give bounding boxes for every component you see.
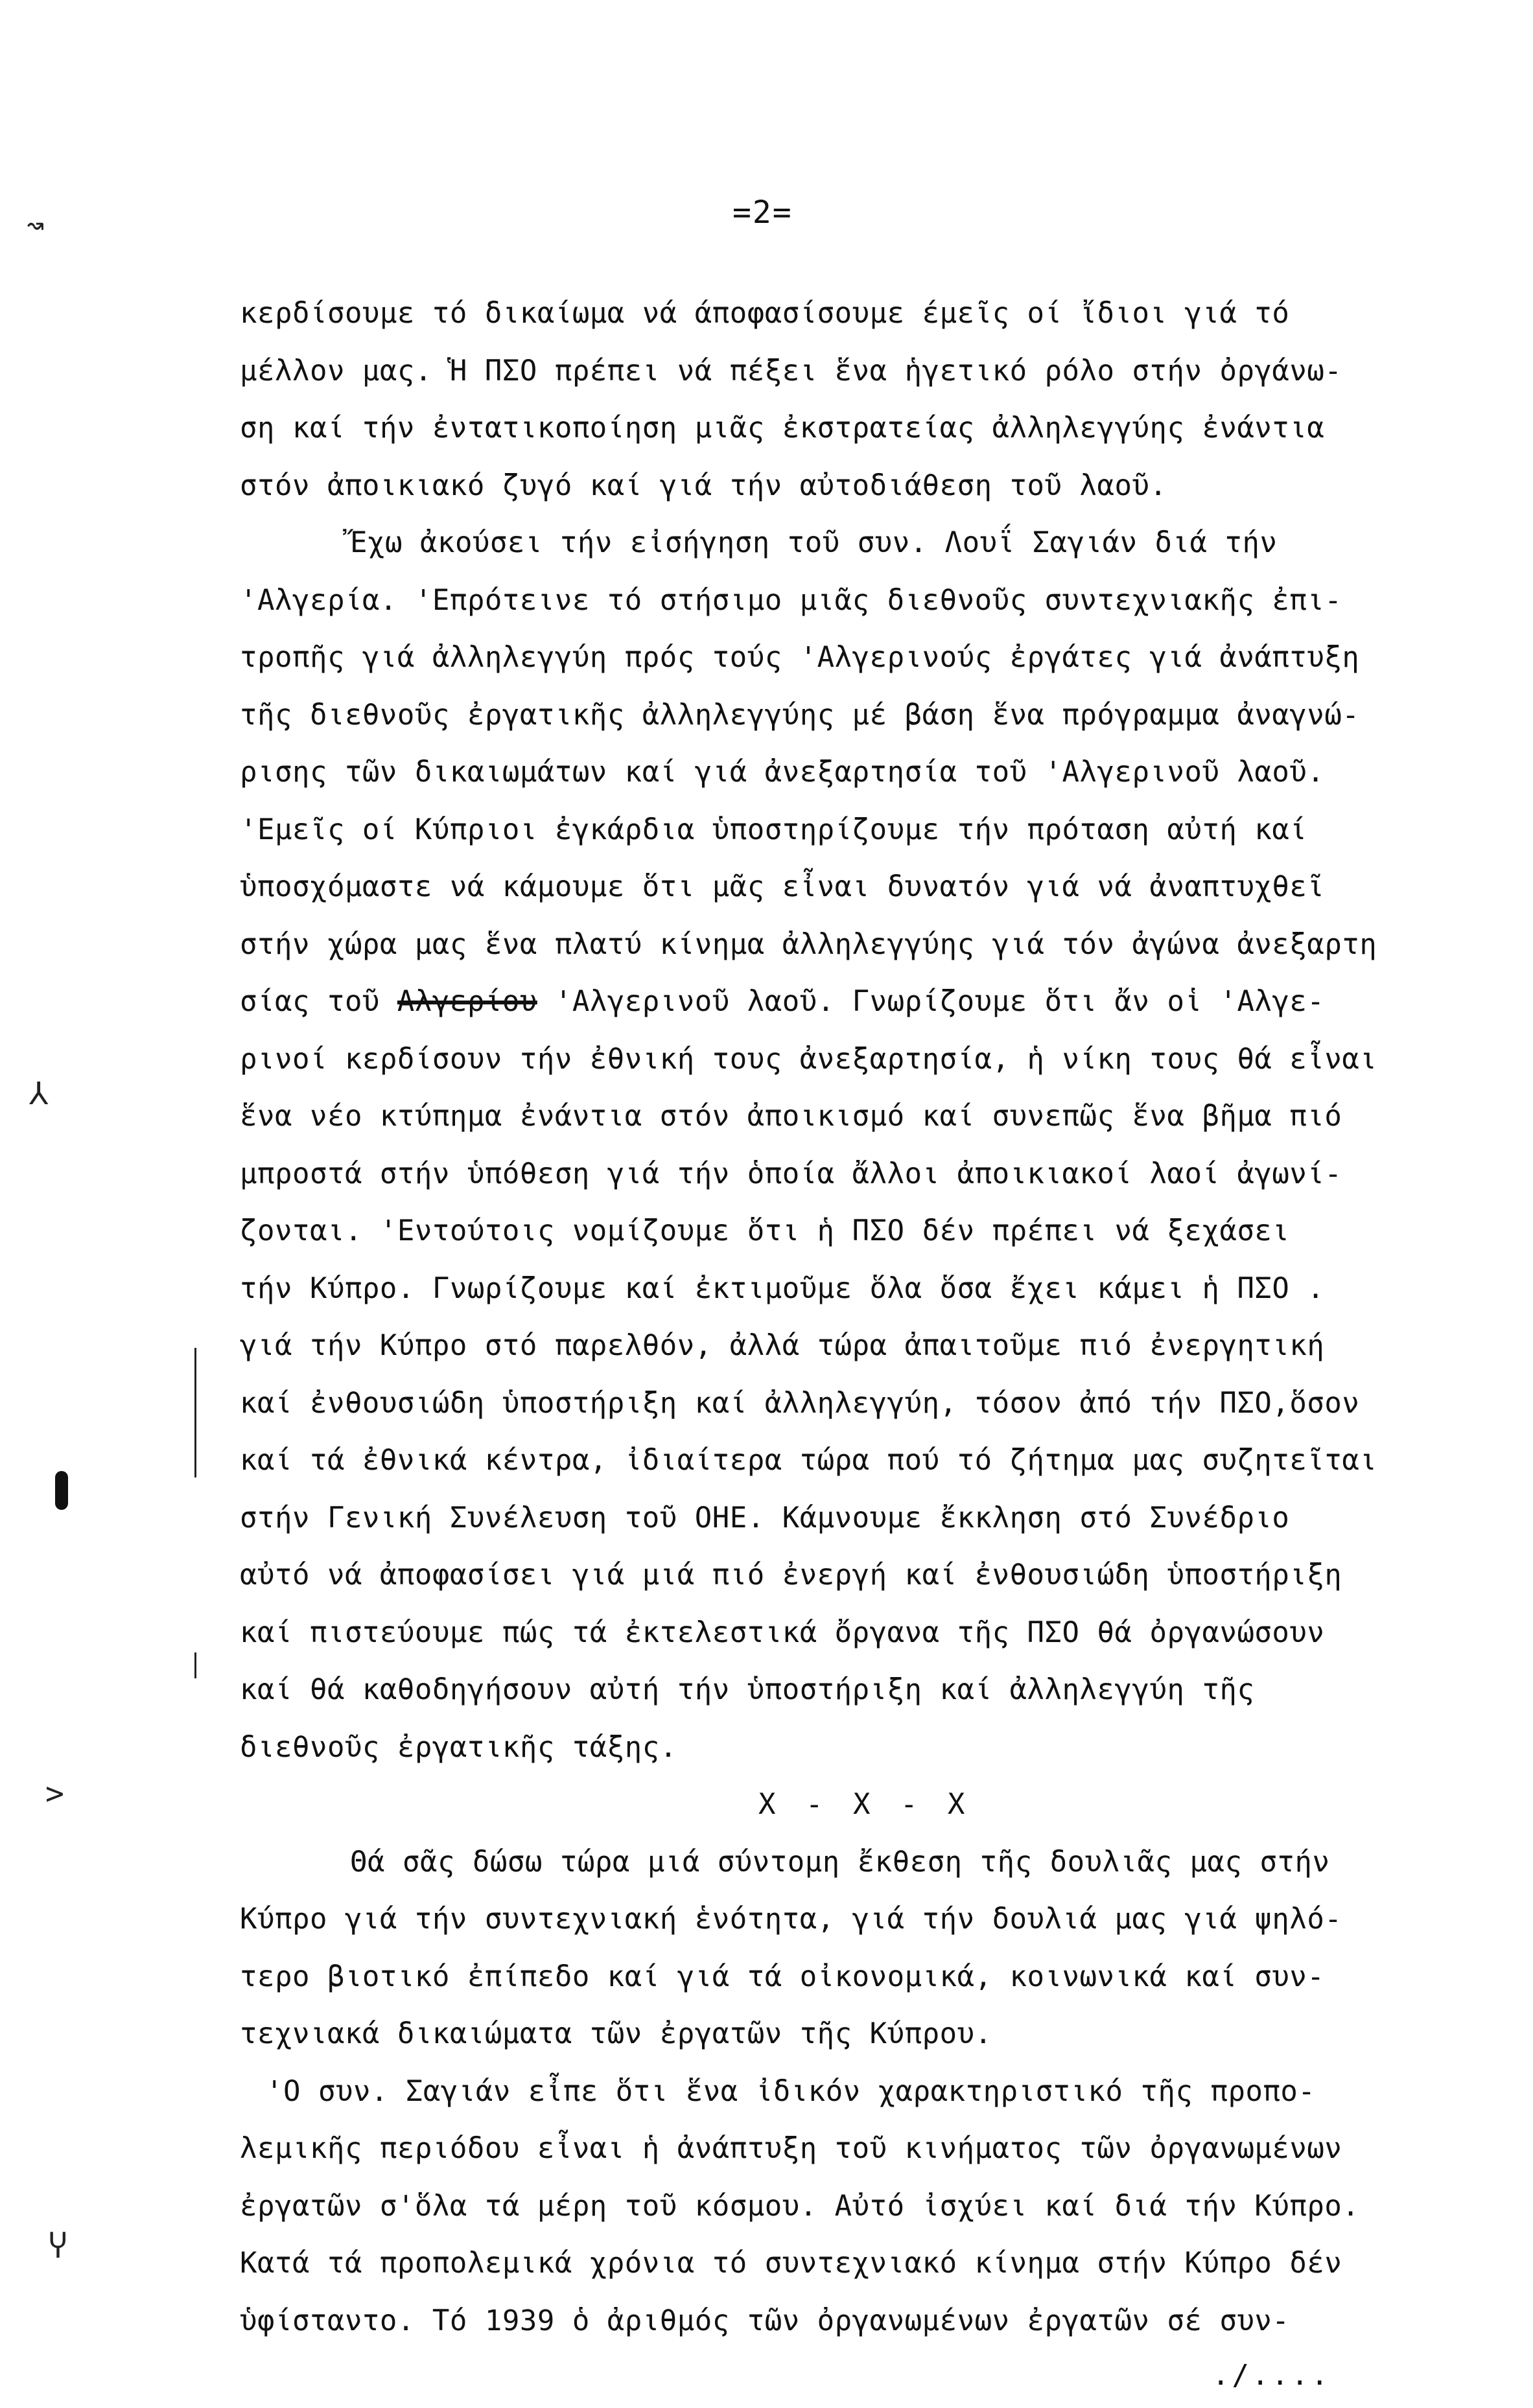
text-line: ζονται. 'Εντούτοις νομίζουμε ὅτι ἡ ΠΣΟ δέν πρέπει νά ξεχάσει bbox=[240, 1214, 1290, 1247]
text-line: τροπῆς γιά ἀλληλεγγύη πρός τούς 'Αλγερινούς ἐργάτες γιά ἀνάπτυξη bbox=[240, 641, 1360, 674]
text-line: γιά τήν Κύπρο στό παρελθόν, ἀλλά τώρα ἀπαιτοῦμε πιό ἐνεργητική bbox=[240, 1329, 1325, 1362]
text-line: καί ἐνθουσιώδη ὑποστήριξη καί ἀλληλεγγύη, τόσον ἀπό τήν ΠΣΟ,ὅσον bbox=[240, 1386, 1360, 1420]
text-line: τήν Κύπρο. Γνωρίζουμε καί ἐκτιμοῦμε ὅλα ὅσα ἔχει κάμει ἡ ΠΣΟ . bbox=[240, 1271, 1325, 1305]
margin-arrow-mark: ↝ bbox=[26, 207, 45, 244]
margin-rule bbox=[194, 1652, 196, 1678]
margin-rule bbox=[194, 1348, 196, 1477]
text-line: Κύπρο γιά τήν συντεχνιακή ἑνότητα, γιά τήν δουλιά μας γιά ψηλό- bbox=[240, 1903, 1342, 1936]
margin-caret-mark: ⅄ bbox=[29, 1076, 49, 1112]
text-line: καί τά ἐθνικά κέντρα, ἰδιαίτερα τώρα πού τό ζήτημα μας συζητεῖται bbox=[240, 1444, 1377, 1477]
text-line: διεθνοῦς ἐργατικῆς τάξης. bbox=[240, 1730, 677, 1764]
text-line: ρισης τῶν δικαιωμάτων καί γιά ἀνεξαρτησία τοῦ 'Αλγερινοῦ λαοῦ. bbox=[240, 756, 1325, 789]
text-line: Ἔχω ἀκούσει τήν εἰσήγηση τοῦ συν. Λουΐ Σαγιάν διά τήν bbox=[350, 526, 1278, 559]
text-line: καί πιστεύουμε πώς τά ἐκτελεστικά ὄργανα τῆς ΠΣΟ θά ὀργανώσουν bbox=[240, 1615, 1325, 1649]
text-line: μέλλον μας. Ἡ ΠΣΟ πρέπει νά πέξει ἕνα ἡγετικό ρόλο στήν ὀργάνω- bbox=[240, 354, 1342, 388]
text-line: ἕνα νέο κτύπημα ἐνάντια στόν ἀποικισμό καί συνεπῶς ἕνα βῆμα πιό bbox=[240, 1100, 1342, 1133]
text-line: 'Ο συν. Σαγιάν εἶπε ὅτι ἕνα ἰδικόν χαρακτηριστικό τῆς προπο- bbox=[266, 2074, 1316, 2108]
text-line: 'Αλγερία. 'Επρότεινε τό στήσιμο μιᾶς διεθνοῦς συντεχνιακῆς ἐπι- bbox=[240, 583, 1342, 617]
text-line: ἐργατῶν σ'ὅλα τά μέρη τοῦ κόσμου. Αὐτό ἰσχύει καί διά τήν Κύπρο. bbox=[240, 2189, 1360, 2223]
text-line: καί θά καθοδηγήσουν αὐτή τήν ὑποστήριξη καί ἀλληλεγγύη τῆς bbox=[240, 1673, 1255, 1706]
text-line: ὑφίσταντο. Τό 1939 ὁ ἀριθμός τῶν ὀργανωμένων ἐργατῶν σέ συν- bbox=[240, 2304, 1290, 2337]
struck-word: Αλγερίου bbox=[397, 985, 537, 1018]
text-line: 'Εμεῖς οί Κύπριοι ἐγκάρδια ὑποστηρίζουμε τήν πρόταση αὐτή καί bbox=[240, 813, 1307, 846]
text-fragment: σίας τοῦ bbox=[240, 985, 380, 1018]
margin-angle-mark: > bbox=[45, 1776, 64, 1812]
text-line: στήν Γενική Συνέλευση τοῦ ΟΗΕ. Κάμνουμε ἔκκληση στό Συνέδριο bbox=[240, 1501, 1290, 1534]
page-number: =2= bbox=[732, 194, 793, 231]
text-line: τερο βιοτικό ἐπίπεδο καί γιά τά οἰκονομικά, κοινωνικά καί συν- bbox=[240, 1960, 1325, 1993]
text-line: τῆς διεθνοῦς ἐργατικῆς ἀλληλεγγύης μέ βάση ἕνα πρόγραμμα ἀναγνώ- bbox=[240, 698, 1360, 732]
text-line: ρινοί κερδίσουν τήν ἐθνική τους ἀνεξαρτησία, ἡ νίκη τους θά εἶναι bbox=[240, 1042, 1377, 1076]
text-line: μπροστά στήν ὑπόθεση γιά τήν ὁποία ἄλλοι ἀποικιακοί λαοί ἀγωνί- bbox=[240, 1157, 1342, 1190]
continuation-mark: ./.... bbox=[1212, 2359, 1331, 2392]
text-line: Θά σᾶς δώσω τώρα μιά σύντομη ἔκθεση τῆς δουλιᾶς μας στήν bbox=[350, 1845, 1330, 1879]
text-line: κερδίσουμε τό δικαίωμα νά άποφασίσουμε έμεῖς οί ἴδιοι γιά τό bbox=[240, 297, 1290, 330]
text-line: ση καί τήν ἐντατικοποίηση μιᾶς ἐκστρατείας ἀλληλεγγύης ἐνάντια bbox=[240, 411, 1325, 445]
text-line: τεχνιακά δικαιώματα τῶν ἐργατῶν τῆς Κύπρου. bbox=[240, 2017, 992, 2050]
text-line-with-strike bbox=[240, 973, 1510, 1031]
text-line: στόν ἀποικιακό ζυγό καί γιά τήν αὐτοδιάθεση τοῦ λαοῦ. bbox=[240, 469, 1167, 502]
margin-ink-blot bbox=[55, 1471, 68, 1510]
margin-tick-mark: Ⴤ bbox=[49, 2229, 67, 2265]
text-line: λεμικῆς περιόδου εἶναι ἡ ἀνάπτυξη τοῦ κινήματος τῶν ὀργανωμένων bbox=[240, 2132, 1342, 2165]
section-separator: Χ - Χ - Χ bbox=[758, 1788, 972, 1821]
text-fragment: 'Αλγερινοῦ λαοῦ. Γνωρίζουμε ὅτι ἄν οἱ 'Αλγε- bbox=[554, 985, 1325, 1018]
text-line: Κατά τά προπολεμικά χρόνια τό συντεχνιακό κίνημα στήν Κύπρο δέν bbox=[240, 2247, 1342, 2280]
text-line: ὑποσχόμαστε νά κάμουμε ὅτι μᾶς εἶναι δυνατόν γιά νά ἀναπτυχθεῖ bbox=[240, 870, 1325, 903]
text-line: στήν χώρα μας ἕνα πλατύ κίνημα ἀλληλεγγύης γιά τόν ἀγώνα ἀνεξαρτη bbox=[240, 927, 1377, 961]
text-line: αὐτό νά ἀποφασίσει γιά μιά πιό ἐνεργή καί ἐνθουσιώδη ὑποστήριξη bbox=[240, 1558, 1342, 1592]
body-text bbox=[240, 285, 1510, 2350]
